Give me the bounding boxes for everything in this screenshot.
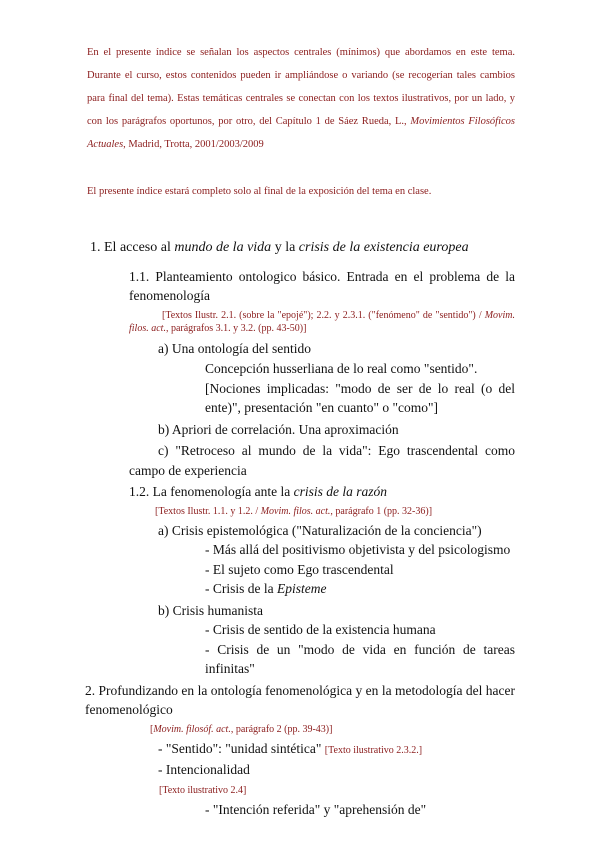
item-2-3: - "Intención referida" y "aprehensión de" bbox=[205, 801, 427, 817]
item-2-1-ref: [Texto ilustrativo 2.3.2.] bbox=[324, 744, 423, 756]
item-1-2-a2: - El sujeto como Ego trascendental bbox=[205, 561, 394, 577]
item-1-2-a3: - Crisis de la Episteme bbox=[205, 581, 327, 596]
section-2-ref: [Movim. filosóf. act., parágrafo 2 (pp. 39-43)] bbox=[150, 723, 333, 735]
item-1-1-b: b) Apriori de correlación. Una aproximación bbox=[158, 421, 399, 437]
section-1-1-title: 1.1. Planteamiento ontologico básico. Entrada en el problema de la fenomenología bbox=[129, 268, 515, 303]
section-1-heading: 1. El acceso al mundo de la vida y la crisis de la existencia europea bbox=[90, 240, 469, 255]
intro-note: El presente índice estará completo solo al final de la exposición del tema en clase. bbox=[87, 186, 432, 197]
intro-text-end: , Madrid, Trotta, 2001/2003/2009 bbox=[123, 139, 264, 150]
section-1-2-ref: [Textos Ilustr. 1.1. y 1.2. / Movim. filos. act., parágrafo 1 (pp. 32-36)] bbox=[155, 505, 433, 517]
item-1-1-a2: [Nociones implicadas: "modo de ser de lo real (o del ente)", presentación "en cuanto" o "como"] bbox=[205, 380, 515, 415]
item-2-2-ref: [Texto ilustrativo 2.4] bbox=[159, 784, 247, 796]
item-1-1-a1: Concepción husserliana de lo real como "sentido". bbox=[205, 361, 478, 376]
section-1-1-ref: [Textos Ilustr. 2.1. (sobre la "epojé"); 2.2. y 2.3.1. ("fenómeno" de "sentido") / Movim. filos. act., parágrafos 3.1. y 3.2. (pp. 43-50)] bbox=[129, 309, 515, 334]
section-2-title: 2. Profundizando en la ontología fenomenológica y en la metodología del hacer fenomenológico bbox=[85, 682, 515, 717]
item-2-2: - Intencionalidad bbox=[158, 762, 250, 777]
intro-paragraph bbox=[87, 41, 515, 156]
item-1-2-b1: - Crisis de sentido de la existencia humana bbox=[205, 622, 436, 637]
item-2-1: - "Sentido": "unidad sintética" [Texto ilustrativo 2.3.2.] bbox=[158, 740, 423, 756]
book-title: Movimientos Filosóficos Actuales bbox=[87, 116, 516, 150]
item-1-1-c: c) "Retroceso al mundo de la vida": Ego trascendental como campo de experiencia bbox=[129, 443, 515, 478]
item-1-2-a1: - Más allá del positivismo objetivista y del psicologismo bbox=[205, 542, 511, 557]
intro-text: En el presente índice se señalan los aspectos centrales (mínimos) que abordamos en este tema. Durante el curso, estos contenidos pueden ir ampliándose o variando (se recogerían tales cambios para final del tema). Estas temáticas centrales se conectan con los textos ilustrativos, por un lado, y con los parágrafos oportunos, por otro, del Capítulo 1 de Sáez Rueda, L., bbox=[87, 47, 515, 127]
item-1-2-b: b) Crisis humanista bbox=[158, 602, 263, 618]
item-1-2-a: a) Crisis epistemológica ("Naturalización de la conciencia") bbox=[158, 522, 482, 538]
item-1-1-a: a) Una ontología del sentido bbox=[158, 340, 311, 356]
section-1-2-title: 1.2. La fenomenología ante la crisis de la razón bbox=[129, 484, 387, 499]
item-1-2-b2: - Crisis de un "modo de vida en función de tareas infinitas" bbox=[205, 641, 515, 676]
